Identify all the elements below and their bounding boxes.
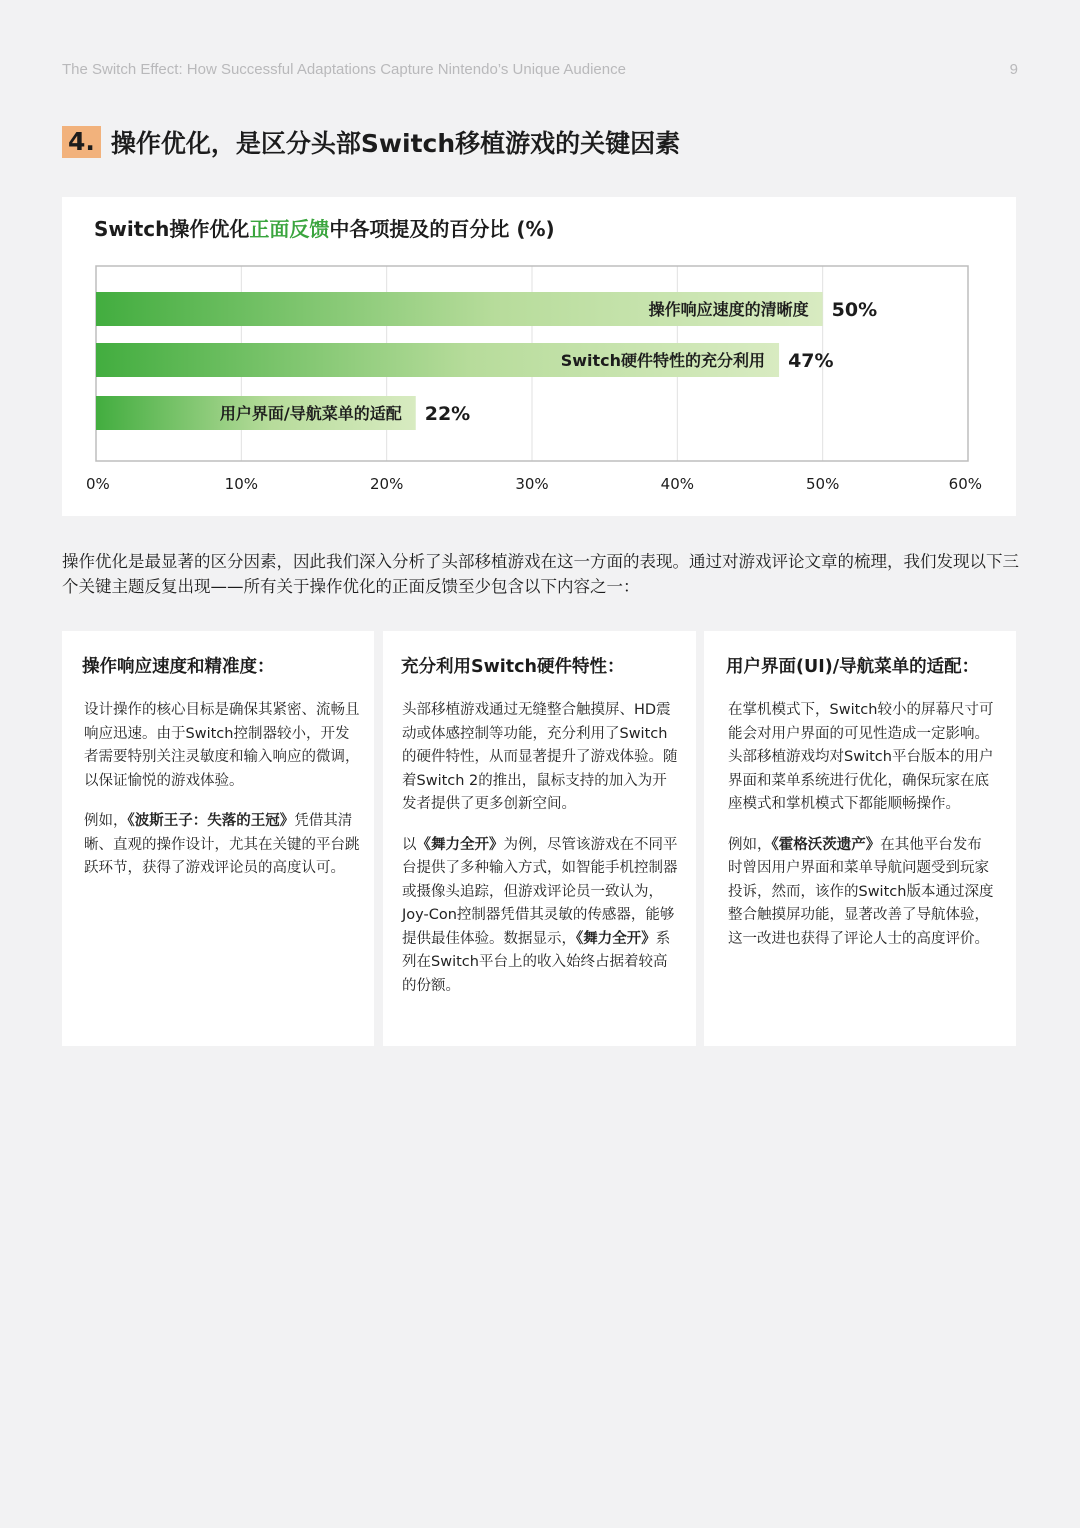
paragraph-text: 系列在Switch平台上的收入始终占据着较高的份额。 — [402, 930, 671, 994]
bar-category-label: Switch硬件特性的充分利用 — [560, 351, 766, 370]
game-title-text: 《霍格沃茨遗产》 — [771, 836, 881, 853]
x-tick-label: 30% — [515, 475, 549, 493]
bar-value-label: 47% — [788, 350, 834, 372]
chart-title-prefix: Switch操作优化 — [94, 217, 250, 241]
card-paragraph — [402, 834, 680, 999]
game-title-text: 《舞力全开》 — [416, 836, 504, 853]
bar-category-label: 用户界面/导航菜单的适配 — [219, 404, 402, 423]
paragraph-text: 设计操作的核心目标是确保其紧密、流畅且响应迅速。由于Switch控制器较小，开发者需要特别关注灵敏度和输入响应的微调，以保证愉悦的游戏体验。 — [84, 702, 360, 789]
x-tick-label: 60% — [948, 475, 982, 493]
x-tick-label: 10% — [224, 475, 259, 493]
bar-category-label: 操作响应速度的清晰度 — [648, 300, 809, 319]
card-body — [84, 699, 361, 898]
card-title: 用户界面(UI)/导航菜单的适配： — [726, 657, 980, 677]
intro-text — [62, 549, 1020, 599]
bar-value-label: 50% — [831, 299, 878, 321]
paragraph-text: 凭借其清晰、直观的操作设计，尤其在关键的平台跳跃环节，获得了游戏评论员的高度认可。 — [84, 813, 360, 876]
card-paragraph — [402, 699, 680, 817]
x-tick-label: 20% — [369, 475, 404, 493]
paragraph-text: 头部移植游戏通过无缝整合触摸屏、HD震动或体感控制等功能，充分利用了Switch的硬件特性，从而显著提升了游戏体验。随着Switch 2的推出，鼠标支持的加入为开发者提供了更多创新空间。 — [402, 702, 678, 812]
game-title-text: 《舞力全开》 — [576, 930, 656, 947]
paragraph-text: 例如， — [728, 836, 772, 853]
card-body — [728, 699, 994, 968]
card-paragraph — [84, 699, 361, 793]
paragraph-text: 在掌机模式下，Switch较小的屏幕尺寸可能会对用户界面的可见性造成一定影响。头部移植游戏均对Switch平台版本的用户界面和菜单系统进行优化，确保玩家在底座模式和掌机模式下都能顺畅操作。 — [728, 702, 994, 812]
paragraph-text: 为例，尽管该游戏在不同平台提供了多种输入方式，如智能手机控制器或摄像头追踪，但游戏评论员一致认为，Joy-Con控制器凭借其灵敏的传感器，能够提供最佳体验。数据显示， — [402, 836, 678, 947]
page-number: 9 — [1009, 61, 1018, 78]
card-ui-navigation — [704, 631, 1016, 1046]
intro-paragraph: 操作优化是最显著的区分因素，因此我们深入分析了头部移植游戏在这一方面的表现。通过对游戏评论文章的梳理，我们发现以下三个关键主题反复出现——所有关于操作优化的正面反馈至少包含以下内容之一： — [62, 552, 1019, 596]
chart-title-suffix: 中各项提及的百分比 (%) — [329, 217, 555, 241]
card-paragraph — [728, 834, 994, 952]
card-response-speed — [62, 631, 374, 1046]
paragraph-text: 例如， — [84, 813, 128, 829]
section-title: 操作优化，是区分头部Switch移植游戏的关键因素 — [110, 129, 681, 158]
paragraph-text: 以 — [402, 836, 417, 853]
card-title: 充分利用Switch硬件特性： — [401, 657, 625, 677]
paragraph-text: 在其他平台发布时曾因用户界面和菜单导航问题受到玩家投诉，然而，该作的Switch版本通过深度整合触摸屏功能，显著改善了导航体验，这一改进也获得了评论人士的高度评价。 — [728, 836, 994, 947]
x-tick-label: 40% — [660, 475, 695, 493]
bar-chart — [62, 197, 1016, 516]
x-tick-label: 0% — [86, 475, 110, 493]
card-title: 操作响应速度和精准度： — [82, 657, 275, 677]
bar-value-label: 22% — [424, 403, 471, 425]
game-title-text: 《波斯王子：失落的王冠》 — [127, 813, 295, 829]
section-number: 4. — [62, 126, 101, 158]
chart-title-highlight: 正面反馈 — [249, 217, 330, 241]
card-paragraph — [84, 810, 361, 881]
running-title: The Switch Effect: How Successful Adaptations Capture Nintendo’s Unique Audience — [62, 61, 626, 78]
x-tick-label: 50% — [805, 475, 840, 493]
card-body — [402, 699, 680, 1015]
section-heading — [62, 124, 680, 160]
chart-card — [62, 197, 1016, 516]
card-paragraph — [728, 699, 994, 817]
card-hardware-features — [383, 631, 696, 1046]
running-header — [62, 61, 1018, 78]
